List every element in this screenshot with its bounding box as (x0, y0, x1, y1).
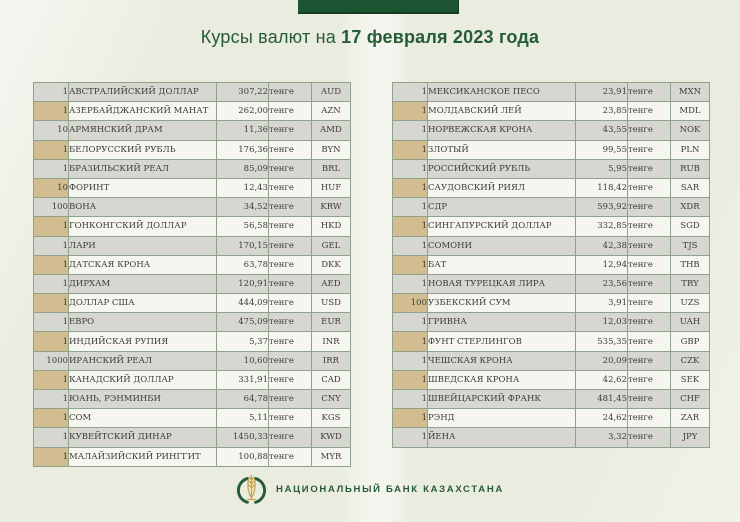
currency-code-cell: KRW (312, 198, 351, 217)
rate-row-right-15 (393, 351, 710, 370)
qty-cell: 1 (393, 409, 428, 428)
rate-value-cell: 100,88 (217, 447, 269, 466)
qty-cell: 1 (34, 217, 69, 236)
rate-row-right-13 (393, 313, 710, 332)
currency-name-cell: ЛАРИ (69, 236, 217, 255)
qty-cell: 1 (34, 159, 69, 178)
unit-cell: тенге (269, 332, 312, 351)
currency-name-cell: ИНДИЙСКАЯ РУПИЯ (69, 332, 217, 351)
qty-cell: 1 (393, 236, 428, 255)
rate-row-right-18 (393, 409, 710, 428)
qty-cell: 1 (393, 351, 428, 370)
rate-row-left-6 (34, 178, 351, 197)
qty-cell: 1 (34, 390, 69, 409)
rate-value-cell: 118,42 (576, 178, 628, 197)
currency-code-cell: UZS (671, 294, 710, 313)
rate-value-cell: 332,85 (576, 217, 628, 236)
rate-row-left-1 (34, 83, 351, 102)
currency-code-cell: IRR (312, 351, 351, 370)
qty-cell: 1 (393, 313, 428, 332)
currency-code-cell: GBP (671, 332, 710, 351)
currency-code-cell: THB (671, 255, 710, 274)
currency-name-cell: МЕКСИКАНСКОЕ ПЕСО (428, 83, 576, 102)
unit-cell: тенге (269, 255, 312, 274)
rate-row-right-2 (393, 102, 710, 121)
qty-cell: 1 (393, 178, 428, 197)
qty-cell: 10 (34, 121, 69, 140)
unit-cell: тенге (628, 198, 671, 217)
rate-value-cell: 56,58 (217, 217, 269, 236)
currency-name-cell: НОВАЯ ТУРЕЦКАЯ ЛИРА (428, 274, 576, 293)
rate-row-left-3 (34, 121, 351, 140)
currency-name-cell: ШВЕДСКАЯ КРОНА (428, 370, 576, 389)
page-title (0, 27, 740, 48)
qty-cell: 1 (34, 236, 69, 255)
currency-name-cell: ИРАНСКИЙ РЕАЛ (69, 351, 217, 370)
qty-cell: 1 (393, 121, 428, 140)
rate-value-cell: 42,62 (576, 370, 628, 389)
rate-value-cell: 20,09 (576, 351, 628, 370)
rate-row-left-8 (34, 217, 351, 236)
rate-value-cell: 5,11 (217, 409, 269, 428)
currency-name-cell: СИНГАПУРСКИЙ ДОЛЛАР (428, 217, 576, 236)
unit-cell: тенге (628, 83, 671, 102)
currency-code-cell: ZAR (671, 409, 710, 428)
rate-row-right-8 (393, 217, 710, 236)
rate-value-cell: 593,92 (576, 198, 628, 217)
rates-table-left-body (34, 83, 351, 467)
rates-table-right (392, 82, 710, 448)
qty-cell: 100 (393, 294, 428, 313)
rate-value-cell: 12,43 (217, 178, 269, 197)
currency-code-cell: SEK (671, 370, 710, 389)
currency-name-cell: САУДОВСКИЙ РИЯЛ (428, 178, 576, 197)
currency-name-cell: ФОРИНТ (69, 178, 217, 197)
unit-cell: тенге (269, 428, 312, 447)
title-prefix: Курсы валют на (200, 27, 342, 47)
currency-name-cell: МАЛАЙЗИЙСКИЙ РИНГГИТ (69, 447, 217, 466)
qty-cell: 1 (393, 198, 428, 217)
currency-code-cell: UAH (671, 313, 710, 332)
currency-code-cell: RUB (671, 159, 710, 178)
qty-cell: 1 (393, 217, 428, 236)
rate-value-cell: 10,60 (217, 351, 269, 370)
currency-name-cell: БЕЛОРУССКИЙ РУБЛЬ (69, 140, 217, 159)
rate-row-left-4 (34, 140, 351, 159)
qty-cell: 1 (393, 140, 428, 159)
unit-cell: тенге (628, 390, 671, 409)
qty-cell: 1 (393, 159, 428, 178)
bank-name: НАЦИОНАЛЬНЫЙ БАНК КАЗАХСТАНА (276, 484, 504, 495)
unit-cell: тенге (628, 428, 671, 447)
currency-name-cell: КАНАДСКИЙ ДОЛЛАР (69, 370, 217, 389)
currency-name-cell: НОРВЕЖСКАЯ КРОНА (428, 121, 576, 140)
unit-cell: тенге (269, 390, 312, 409)
rate-value-cell: 307,22 (217, 83, 269, 102)
currency-name-cell: ЧЕШСКАЯ КРОНА (428, 351, 576, 370)
qty-cell: 1 (34, 140, 69, 159)
currency-code-cell: USD (312, 294, 351, 313)
title-date: 17 февраля 2023 года (341, 27, 540, 47)
rate-value-cell: 331,91 (217, 370, 269, 389)
unit-cell: тенге (628, 313, 671, 332)
currency-code-cell: HKD (312, 217, 351, 236)
currency-code-cell: CAD (312, 370, 351, 389)
currency-name-cell: УЗБЕКСКИЙ СУМ (428, 294, 576, 313)
nbk-emblem-icon (236, 473, 267, 506)
currency-code-cell: SGD (671, 217, 710, 236)
unit-cell: тенге (269, 274, 312, 293)
currency-code-cell: NOK (671, 121, 710, 140)
currency-code-cell: CZK (671, 351, 710, 370)
currency-code-cell: BYN (312, 140, 351, 159)
unit-cell: тенге (628, 236, 671, 255)
qty-cell: 10 (34, 178, 69, 197)
rate-value-cell: 5,95 (576, 159, 628, 178)
currency-code-cell: GEL (312, 236, 351, 255)
currency-name-cell: БАТ (428, 255, 576, 274)
rates-table-right-body (393, 83, 710, 448)
unit-cell: тенге (628, 409, 671, 428)
currency-code-cell: SAR (671, 178, 710, 197)
rate-row-right-11 (393, 274, 710, 293)
rate-row-right-4 (393, 140, 710, 159)
rate-row-right-10 (393, 255, 710, 274)
unit-cell: тенге (628, 178, 671, 197)
rate-row-right-5 (393, 159, 710, 178)
currency-code-cell: PLN (671, 140, 710, 159)
unit-cell: тенге (269, 370, 312, 389)
rate-row-left-18 (34, 409, 351, 428)
unit-cell: тенге (269, 351, 312, 370)
rate-value-cell: 481,45 (576, 390, 628, 409)
currency-code-cell: TRY (671, 274, 710, 293)
currency-name-cell: СДР (428, 198, 576, 217)
currency-code-cell: MYR (312, 447, 351, 466)
qty-cell: 1 (393, 102, 428, 121)
unit-cell: тенге (269, 140, 312, 159)
unit-cell: тенге (269, 313, 312, 332)
currency-name-cell: ДИРХАМ (69, 274, 217, 293)
rate-row-left-16 (34, 370, 351, 389)
rate-value-cell: 42,38 (576, 236, 628, 255)
qty-cell: 1 (393, 332, 428, 351)
rate-row-left-7 (34, 198, 351, 217)
rate-row-left-9 (34, 236, 351, 255)
currency-name-cell: ВОНА (69, 198, 217, 217)
currency-name-cell: ГОНКОНГСКИЙ ДОЛЛАР (69, 217, 217, 236)
rate-value-cell: 3,32 (576, 428, 628, 447)
qty-cell: 1 (34, 409, 69, 428)
unit-cell: тенге (628, 140, 671, 159)
rate-value-cell: 262,00 (217, 102, 269, 121)
currency-code-cell: KGS (312, 409, 351, 428)
rate-value-cell: 23,91 (576, 83, 628, 102)
qty-cell: 1 (34, 255, 69, 274)
currency-code-cell: INR (312, 332, 351, 351)
currency-name-cell: ЮАНЬ, РЭНМИНБИ (69, 390, 217, 409)
unit-cell: тенге (269, 409, 312, 428)
qty-cell: 1 (34, 294, 69, 313)
rate-value-cell: 34,52 (217, 198, 269, 217)
currency-code-cell: HUF (312, 178, 351, 197)
rate-row-left-14 (34, 332, 351, 351)
rate-row-right-6 (393, 178, 710, 197)
currency-name-cell: ДАТСКАЯ КРОНА (69, 255, 217, 274)
currency-name-cell: СОМ (69, 409, 217, 428)
rate-row-right-7 (393, 198, 710, 217)
currency-code-cell: CNY (312, 390, 351, 409)
currency-code-cell: BRL (312, 159, 351, 178)
qty-cell: 1 (393, 390, 428, 409)
currency-name-cell: ЕВРО (69, 313, 217, 332)
currency-name-cell: АРМЯНСКИЙ ДРАМ (69, 121, 217, 140)
currency-name-cell: АВСТРАЛИЙСКИЙ ДОЛЛАР (69, 83, 217, 102)
rate-value-cell: 176,36 (217, 140, 269, 159)
currency-name-cell: БРАЗИЛЬСКИЙ РЕАЛ (69, 159, 217, 178)
qty-cell: 1 (393, 255, 428, 274)
top-tab-decoration (298, 0, 459, 14)
currency-name-cell: ДОЛЛАР США (69, 294, 217, 313)
rate-row-left-2 (34, 102, 351, 121)
rate-row-left-13 (34, 313, 351, 332)
rate-row-left-19 (34, 428, 351, 447)
unit-cell: тенге (269, 102, 312, 121)
unit-cell: тенге (628, 159, 671, 178)
rate-row-right-1 (393, 83, 710, 102)
rate-row-right-19 (393, 428, 710, 447)
rate-value-cell: 5,37 (217, 332, 269, 351)
qty-cell: 1 (34, 370, 69, 389)
currency-code-cell: DKK (312, 255, 351, 274)
currency-name-cell: ЙЕНА (428, 428, 576, 447)
unit-cell: тенге (628, 255, 671, 274)
rate-row-left-15 (34, 351, 351, 370)
unit-cell: тенге (269, 236, 312, 255)
unit-cell: тенге (628, 351, 671, 370)
qty-cell: 1 (34, 428, 69, 447)
unit-cell: тенге (628, 274, 671, 293)
qty-cell: 1 (393, 274, 428, 293)
qty-cell: 1000 (34, 351, 69, 370)
rate-value-cell: 23,85 (576, 102, 628, 121)
rate-row-left-5 (34, 159, 351, 178)
rate-value-cell: 85,09 (217, 159, 269, 178)
rate-value-cell: 43,55 (576, 121, 628, 140)
rate-row-left-10 (34, 255, 351, 274)
currency-name-cell: РЭНД (428, 409, 576, 428)
rate-row-left-11 (34, 274, 351, 293)
currency-name-cell: КУВЕЙТСКИЙ ДИНАР (69, 428, 217, 447)
rate-value-cell: 64,78 (217, 390, 269, 409)
rate-value-cell: 12,94 (576, 255, 628, 274)
unit-cell: тенге (628, 332, 671, 351)
rate-value-cell: 170,15 (217, 236, 269, 255)
currency-code-cell: AED (312, 274, 351, 293)
currency-code-cell: AZN (312, 102, 351, 121)
qty-cell: 1 (34, 274, 69, 293)
unit-cell: тенге (628, 102, 671, 121)
unit-cell: тенге (628, 121, 671, 140)
unit-cell: тенге (269, 294, 312, 313)
currency-name-cell: ЗЛОТЫЙ (428, 140, 576, 159)
qty-cell: 1 (393, 428, 428, 447)
qty-cell: 1 (34, 332, 69, 351)
rate-value-cell: 11,36 (217, 121, 269, 140)
currency-code-cell: XDR (671, 198, 710, 217)
unit-cell: тенге (628, 294, 671, 313)
rate-row-right-12 (393, 294, 710, 313)
rate-value-cell: 1450,33 (217, 428, 269, 447)
rate-row-left-12 (34, 294, 351, 313)
unit-cell: тенге (269, 83, 312, 102)
currency-code-cell: MDL (671, 102, 710, 121)
currency-name-cell: МОЛДАВСКИЙ ЛЕЙ (428, 102, 576, 121)
currency-code-cell: AUD (312, 83, 351, 102)
currency-code-cell: TJS (671, 236, 710, 255)
currency-name-cell: АЗЕРБАЙДЖАНСКИЙ МАНАТ (69, 102, 217, 121)
rates-table-left (33, 82, 351, 467)
currency-code-cell: AMD (312, 121, 351, 140)
currency-name-cell: РОССИЙСКИЙ РУБЛЬ (428, 159, 576, 178)
currency-code-cell: MXN (671, 83, 710, 102)
qty-cell: 100 (34, 198, 69, 217)
unit-cell: тенге (628, 370, 671, 389)
qty-cell: 1 (34, 83, 69, 102)
qty-cell: 1 (34, 447, 69, 466)
footer (0, 473, 740, 506)
rate-row-left-20 (34, 447, 351, 466)
rate-row-right-17 (393, 390, 710, 409)
qty-cell: 1 (34, 313, 69, 332)
rate-value-cell: 475,09 (217, 313, 269, 332)
rate-row-right-14 (393, 332, 710, 351)
qty-cell: 1 (393, 370, 428, 389)
currency-code-cell: KWD (312, 428, 351, 447)
currency-name-cell: ФУНТ СТЕРЛИНГОВ (428, 332, 576, 351)
rate-value-cell: 24,62 (576, 409, 628, 428)
currency-name-cell: ШВЕЙЦАРСКИЙ ФРАНК (428, 390, 576, 409)
currency-name-cell: СОМОНИ (428, 236, 576, 255)
unit-cell: тенге (269, 198, 312, 217)
unit-cell: тенге (269, 121, 312, 140)
rate-row-left-17 (34, 390, 351, 409)
rate-row-right-3 (393, 121, 710, 140)
rate-value-cell: 99,55 (576, 140, 628, 159)
currency-code-cell: JPY (671, 428, 710, 447)
rate-row-right-16 (393, 370, 710, 389)
unit-cell: тенге (269, 447, 312, 466)
rate-value-cell: 3,91 (576, 294, 628, 313)
currency-name-cell: ГРИВНА (428, 313, 576, 332)
rate-value-cell: 12,03 (576, 313, 628, 332)
currency-code-cell: CHF (671, 390, 710, 409)
rate-row-right-9 (393, 236, 710, 255)
rate-value-cell: 535,35 (576, 332, 628, 351)
unit-cell: тенге (269, 178, 312, 197)
unit-cell: тенге (628, 217, 671, 236)
unit-cell: тенге (269, 217, 312, 236)
unit-cell: тенге (269, 159, 312, 178)
rate-value-cell: 444,09 (217, 294, 269, 313)
qty-cell: 1 (34, 102, 69, 121)
currency-code-cell: EUR (312, 313, 351, 332)
rate-value-cell: 23,56 (576, 274, 628, 293)
qty-cell: 1 (393, 83, 428, 102)
rate-value-cell: 63,78 (217, 255, 269, 274)
rate-value-cell: 120,91 (217, 274, 269, 293)
